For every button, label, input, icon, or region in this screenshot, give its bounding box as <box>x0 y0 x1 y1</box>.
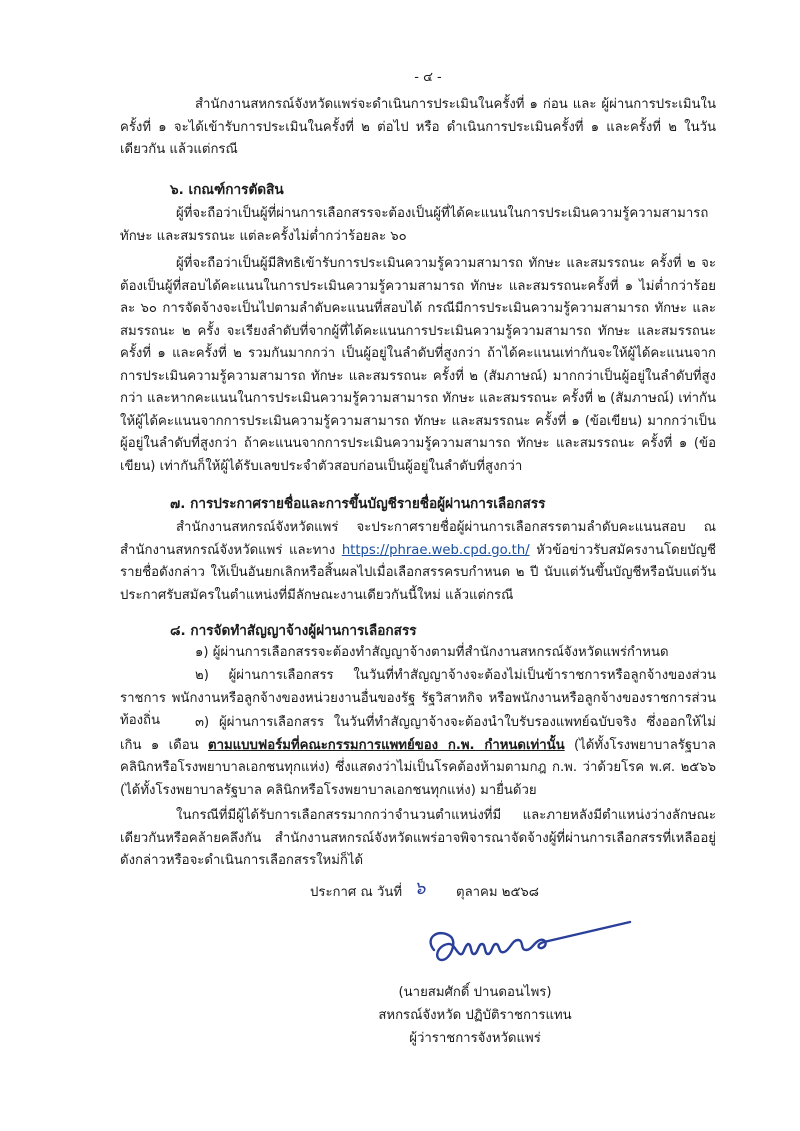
website-link[interactable]: https://phrae.web.cpd.go.th/ <box>341 542 530 558</box>
section8-item-3-underlined: ตามแบบฟอร์มที่คณะกรรมการแพทย์ของ ก.พ. กำหนดเท่านั้น <box>208 737 565 753</box>
section8-item-1-text: ๑) ผู้ผ่านการเลือกสรรจะต้องทำสัญญาจ้างตามที่สำนักงานสหกรณ์จังหวัดแพร่กำหนด <box>195 645 669 660</box>
section8-item-2-text: ๒) ผู้ผ่านการเลือกสรร ในวันที่ทำสัญญาจ้างจะต้องไม่เป็นข้าราชการหรือลูกจ้างของส่วนราชการ พนักงานหรือลูกจ้างของหน่วยงานอื่นของรัฐ รัฐวิสาหกิจ หรือพนักงานหรือลูกจ้างของราชการส่วนท้องถิ่น <box>120 668 716 728</box>
section6-heading: ๖. เกณฑ์การตัดสิน <box>170 182 284 198</box>
announce-date-prefix: ประกาศ ณ วันที่ <box>310 885 403 900</box>
announce-date-day: ๖ <box>414 878 426 899</box>
section7-text-before-link: สำนักงานสหกรณ์จังหวัดแพร่ จะประกาศรายชื่อผู้ผ่านการเลือกสรรตามลำดับคะแนนสอบ ณ สำนักงานสหกรณ์จังหวัดแพร่ และทาง <box>120 520 716 558</box>
section7-text-after-link: หัวข้อข่าวรับสมัครงานโดยบัญชีรายชื่อดังกล่าว ให้เป็นอันยกเลิกหรือสิ้นผลไปเมื่อเลือกสรรครบกำหนด ๒ ปี นับแต่วันขึ้นบัญชีหรือนับแต่วันประกาศรับสมัครในตำแหน่งที่มีลักษณะงานเดียวกันนี้ใหม่ แล้วแต่กรณี <box>120 542 716 603</box>
announce-date-month-year: ตุลาคม ๒๕๖๘ <box>456 885 539 900</box>
section8-item-3 <box>120 712 716 802</box>
signer-name: (นายสมศักดิ์ ปานดอนไพร) <box>398 985 552 1000</box>
section7-heading: ๗. การประกาศรายชื่อและการขึ้นบัญชีรายชื่อผู้ผ่านการเลือกสรร <box>170 496 546 512</box>
section6-p2-text: ผู้ที่จะถือว่าเป็นผู้มีสิทธิเข้ารับการประเมินความรู้ความสามารถ ทักษะ และสมรรถนะ ครั้งที่ ๒ จะต้องเป็นผู้ที่สอบได้คะแนนในการประเมินความรู้ความสามารถ ทักษะ และสมรรถนะครั้งที่ ๑ ไม่ต่ำกว่าร้อยละ ๖๐ การจัดจ้างจะเป็นไปตามลำดับคะแนนที่สอบได้ กรณีมีการประเมินความรู้ความสามารถ ทักษะ และสมรรถนะ ๒ ครั้ง จะเรียงลำดับที่จากผู้ที่ได้คะแนนการประเมินความรู้ความสามารถ ทักษะ และสมรรถนะครั้งที่ ๑ และครั้งที่ ๒ รวมกันมากกว่า เป็นผู้อยู่ในลำดับที่สูงกว่า ถ้าได้คะแนนเท่ากันจะให้ผู้ได้คะแนนจากการประเมินความรู้ความสามารถ ทักษะ และสมรรถนะ ครั้งที่ ๒ (สัมภาษณ์) มากกว่าเป็นผู้อยู่ในลำดับที่สูงกว่า และหากคะแนนในการประเมินความรู้ความสามารถ ทักษะ และสมรรถนะ ครั้งที่ ๒ (สัมภาษณ์) เท่ากันให้ผู้ได้คะแนนจากการประเมินความรู้ความสามารถ ทักษะ และสมรรถนะ ครั้งที่ ๑ (ข้อเขียน) มากกว่าเป็นผู้อยู่ในลำดับที่สูงกว่า ถ้าคะแนนจากการประเมินความรู้ความสามารถ ทักษะ และสมรรถนะ ครั้งที่ ๑ (ข้อเขียน) เท่ากันก็ให้ผู้ได้รับเลขประจำตัวสอบก่อนเป็นผู้อยู่ในลำดับที่สูงกว่า <box>120 256 716 474</box>
section8-item-3-text-b: (ได้ทั้งโรงพยาบาลรัฐบาล คลินิกหรือโรงพยาบาลเอกชนทุกแห่ง) ซึ่งแสดงว่าไม่เป็นโรคต้องห้ามตามกฎ ก.พ. ว่าด้วยโรค พ.ศ. ๒๕๖๖ (ได้ทั้งโรงพยาบาลรัฐบาล คลินิกหรือโรงพยาบาลเอกชนทุกแห่ง) มายื่นด้วย <box>120 737 716 798</box>
section6-paragraph-2 <box>120 253 716 478</box>
signature-icon <box>420 916 640 976</box>
signer-on-behalf: ผู้ว่าราชการจังหวัดแพร่ <box>409 1031 541 1046</box>
section8-closing-text: ในกรณีที่มีผู้ได้รับการเลือกสรรมากกว่าจำนวนตำแหน่งที่มี และภายหลังมีตำแหน่งว่างลักษณะเดียวกันหรือคล้ายคลึงกัน สำนักงานสหกรณ์จังหวัดแพร่อาจพิจารณาจัดจ้างผู้ที่ผ่านการเลือกสรรที่เหลืออยู่ดังกล่าวหรือจะดำเนินการเลือกสรรใหม่ก็ได้ <box>120 808 716 868</box>
section8-item-1 <box>120 642 716 665</box>
section7-paragraph <box>120 517 716 607</box>
page-number: - ๔ - <box>414 70 442 85</box>
section8-heading: ๘. การจัดทำสัญญาจ้างผู้ผ่านการเลือกสรร <box>170 623 417 639</box>
section6-p1-text: ผู้ที่จะถือว่าเป็นผู้ที่ผ่านการเลือกสรรจะต้องเป็นผู้ที่ได้คะแนนในการประเมินความรู้ความสามารถ ทักษะ และสมรรถนะ แต่ละครั้งไม่ต่ำกว่าร้อยละ ๖๐ <box>120 206 709 244</box>
signature-image <box>420 916 640 980</box>
intro-paragraph <box>120 94 716 162</box>
section6-paragraph-1 <box>120 203 716 248</box>
section8-closing-paragraph <box>120 805 716 873</box>
section8-item-3-text-a: ๓) ผู้ผ่านการเลือกสรร ในวันที่ทำสัญญาจ้างจะต้องนำใบรับรองแพทย์ฉบับจริง ซึ่งออกให้ไม่เกิน ๑ เดือน <box>120 715 716 753</box>
intro-text: สำนักงานสหกรณ์จังหวัดแพร่จะดำเนินการประเมินในครั้งที่ ๑ ก่อน และ ผู้ผ่านการประเมินในครั้งที่ ๑ จะได้เข้ารับการประเมินในครั้งที่ ๒ ต่อไป หรือ ดำเนินการประเมินครั้งที่ ๑ และครั้งที่ ๒ ในวันเดียวกัน แล้วแต่กรณี <box>120 97 716 157</box>
signer-position: สหกรณ์จังหวัด ปฏิบัติราชการแทน <box>378 1008 572 1023</box>
